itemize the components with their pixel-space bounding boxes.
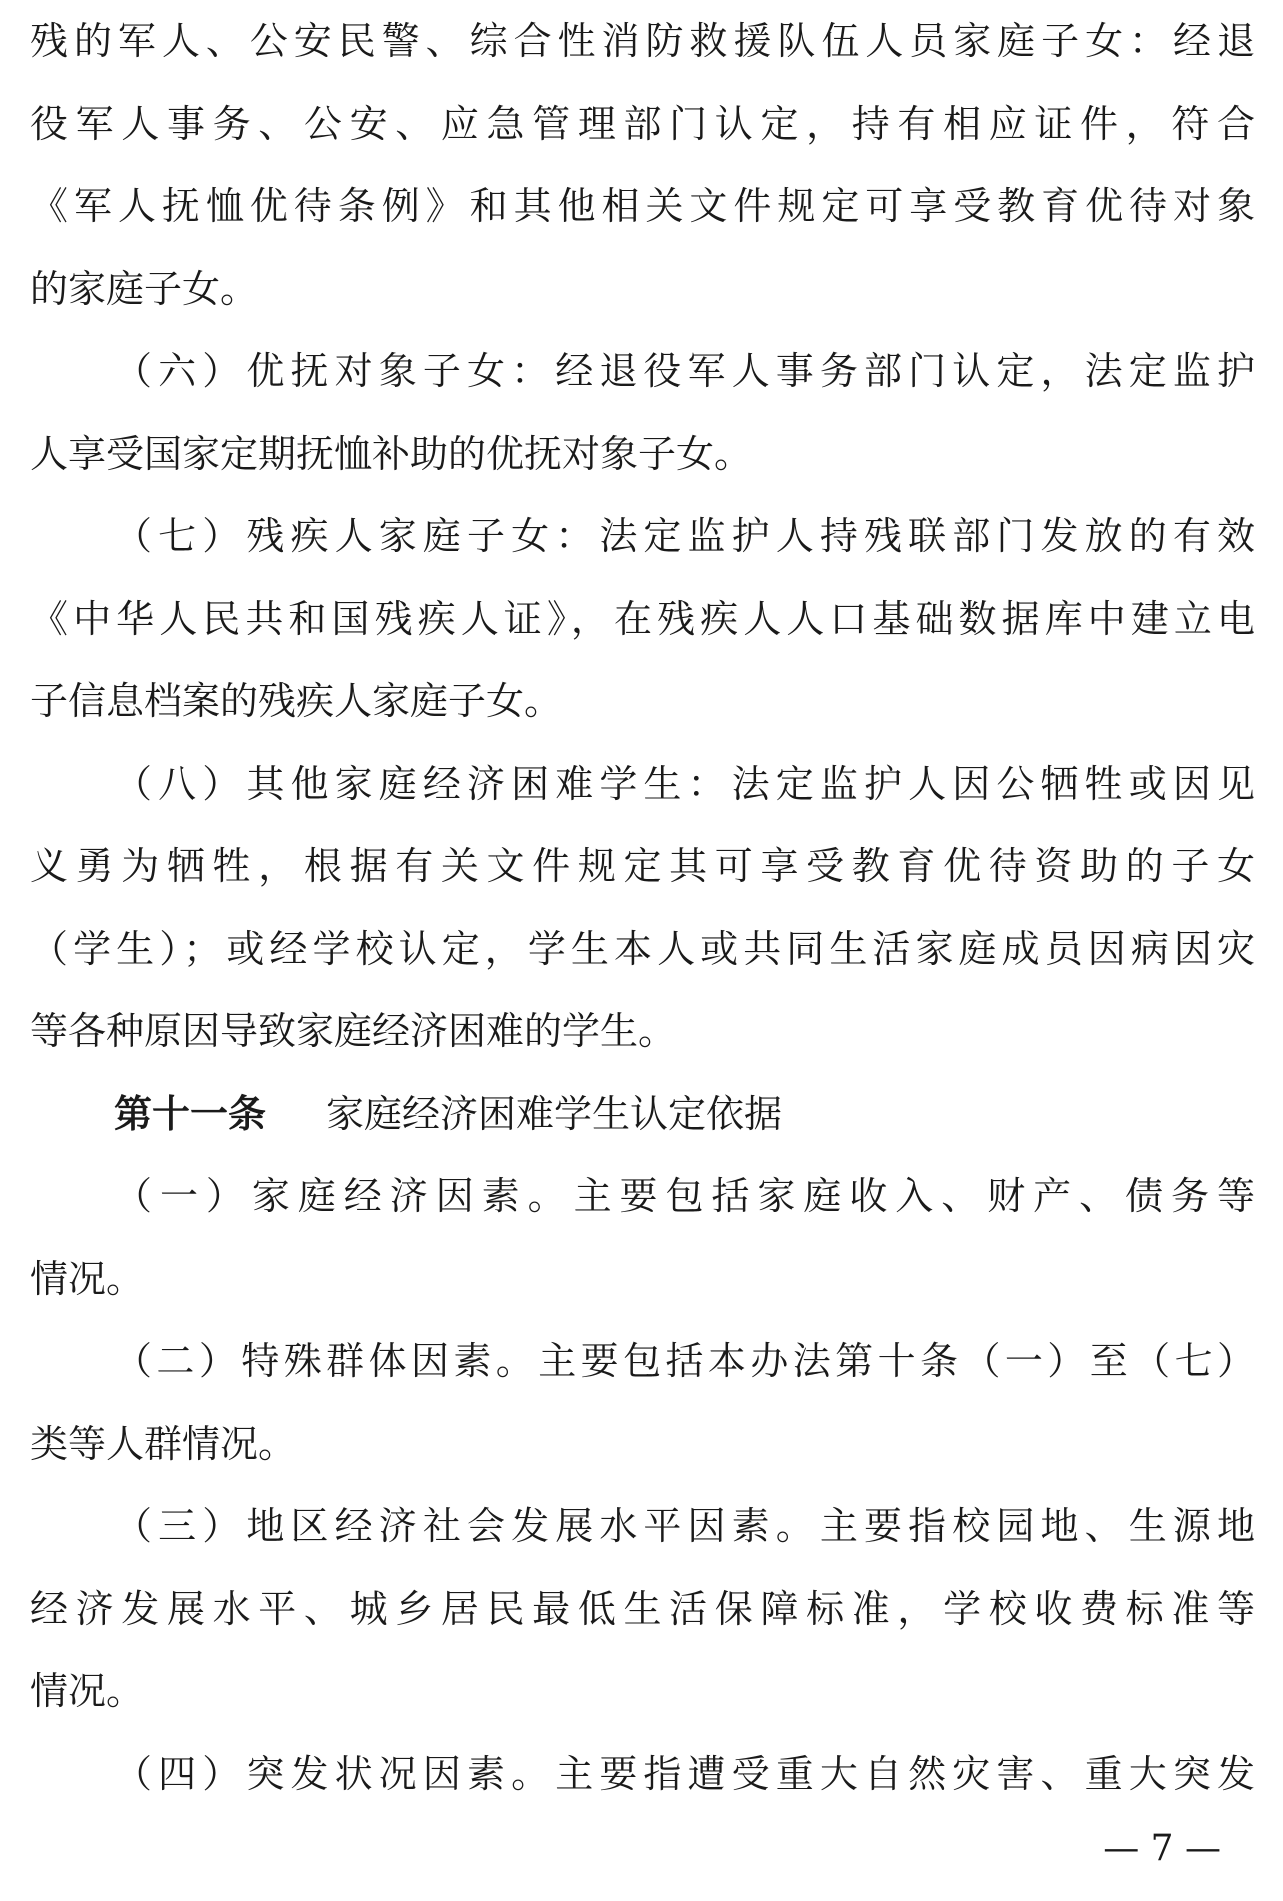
text-line: （八）其他家庭经济困难学生：法定监护人因公牺牲或因见 (114, 761, 1255, 806)
text-line: （三）地区经济社会发展水平因素。主要指校园地、生源地 (114, 1504, 1255, 1548)
paragraph-block-2 (30, 1155, 1255, 1815)
article-heading-line (30, 1073, 1255, 1156)
article-title: 家庭经济困难学生认定依据 (326, 1091, 783, 1136)
text-line: 情况。 (30, 1256, 145, 1301)
text-line: （四）突发状况因素。主要指遭受重大自然灾害、重大突发 (114, 1751, 1255, 1796)
text-line: 经济发展水平、城乡居民最低生活保障标准，学校收费标准等 (30, 1586, 1255, 1631)
page-number: — 7 — (1103, 1828, 1221, 1869)
paragraph-block-1 (30, 0, 1255, 1073)
text-line: （一）家庭经济因素。主要包括家庭收入、财产、债务等 (114, 1174, 1255, 1218)
text-line: 《军人抚恤优待条例》和其他相关文件规定可享受教育优待对象 (30, 184, 1255, 228)
text-line: 役军人事务、公安、应急管理部门认定，持有相应证件，符合 (30, 101, 1255, 146)
text-line: 等各种原因导致家庭经济困难的学生。 (30, 1009, 677, 1053)
text-line: （学生）；或经学校认定，学生本人或共同生活家庭成员因病因灾 (30, 926, 1255, 971)
text-line: 残的军人、公安民警、综合性消防救援队伍人员家庭子女：经退 (30, 19, 1255, 63)
text-line: 情况。 (30, 1669, 145, 1713)
text-line: 义勇为牺牲，根据有关文件规定其可享受教育优待资助的子女 (30, 844, 1255, 888)
text-line: 类等人群情况。 (30, 1421, 297, 1466)
document-body (30, 0, 1255, 1815)
text-line: （七）残疾人家庭子女：法定监护人持残联部门发放的有效 (114, 514, 1255, 558)
text-line: 的家庭子女。 (30, 266, 259, 311)
text-line: 子信息档案的残疾人家庭子女。 (30, 679, 563, 723)
text-line: 《中华人民共和国残疾人证》，在残疾人人口基础数据库中建立电 (30, 596, 1255, 641)
text-line: （六）优抚对象子女：经退役军人事务部门认定，法定监护 (114, 349, 1255, 393)
text-line: （二）特殊群体因素。主要包括本办法第十条（一）至（七） (114, 1339, 1255, 1383)
text-line: 人享受国家定期抚恤补助的优抚对象子女。 (30, 431, 753, 476)
article-number: 第十一条 (114, 1090, 267, 1136)
